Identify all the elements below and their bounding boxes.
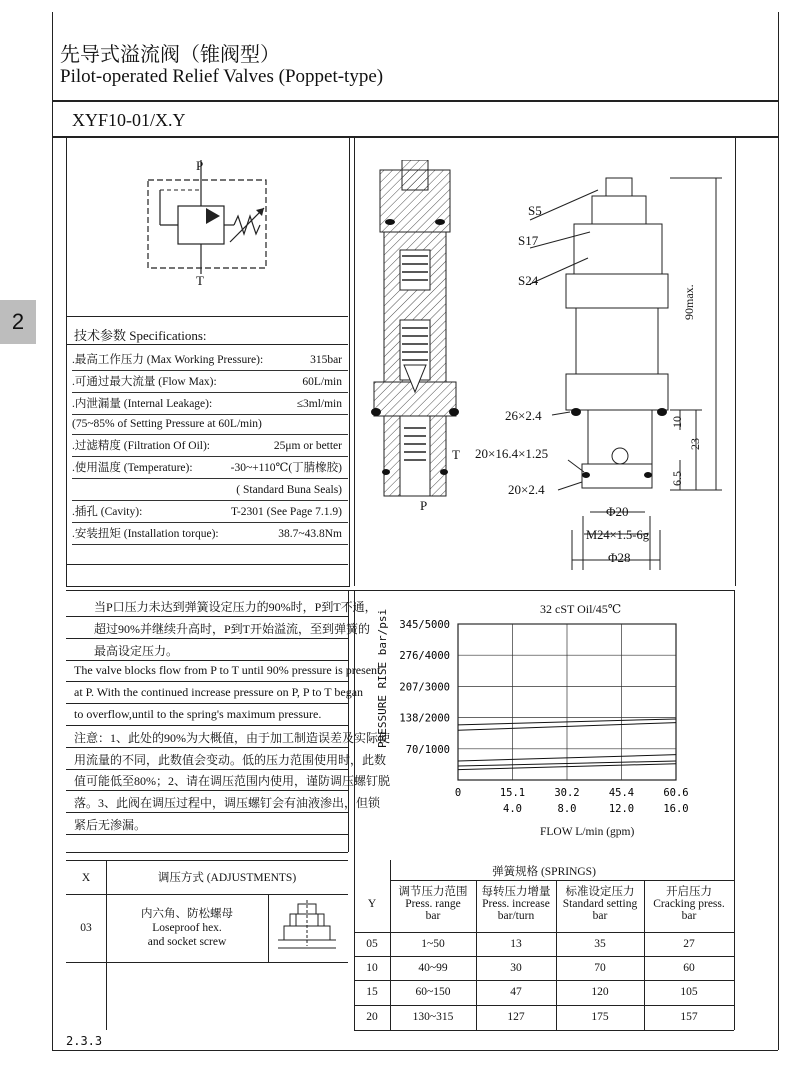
springs-header-cell: Cracking press. bbox=[653, 898, 725, 910]
spec-label: (75~85% of Setting Pressure at 60L/min) bbox=[72, 418, 262, 430]
note-line: 紧后无渗漏。 bbox=[74, 818, 147, 832]
dim-backup-ring: 20×16.4×1.25 bbox=[475, 446, 549, 461]
chart-y-tick-label: 207/3000 bbox=[399, 681, 450, 694]
dim-oring-26: 26×2.4 bbox=[505, 408, 542, 423]
springs-cell: 05 bbox=[366, 938, 378, 950]
springs-header-cell: Press. range bbox=[405, 898, 461, 910]
chart-x-tick-label-gpm: 8.0 bbox=[557, 803, 577, 815]
springs-header-cell: Press. increase bbox=[482, 898, 550, 910]
dim-s17: S17 bbox=[518, 233, 539, 248]
springs-header-cell: Standard setting bbox=[562, 898, 638, 910]
springs-cell: 60~150 bbox=[415, 986, 451, 998]
dim-90max: 90max. bbox=[682, 284, 696, 320]
chart-y-tick-label: 276/4000 bbox=[399, 650, 450, 663]
chart-ylabel: PRESSURE RISE bar/psi bbox=[376, 608, 389, 748]
springs-cell: 35 bbox=[594, 938, 606, 950]
note-line: 用流量的不同，此数值会变动。低的压力范围使用时，此数 bbox=[74, 752, 387, 767]
springs-cell: 157 bbox=[680, 1011, 698, 1023]
springs-header-y: Y bbox=[367, 898, 377, 910]
springs-cell: 105 bbox=[680, 986, 698, 998]
springs-cell: 13 bbox=[510, 938, 522, 950]
chart-x-tick-label-gpm: 4.0 bbox=[503, 803, 522, 815]
springs-header-cell: 每转压力增量 bbox=[481, 886, 551, 898]
symbol-port-t: T bbox=[196, 273, 204, 288]
springs-cell: 127 bbox=[507, 1011, 525, 1023]
spec-label: .使用温度 (Temperature): bbox=[72, 462, 193, 474]
springs-header-cell: 标准设定压力 bbox=[565, 886, 635, 898]
symbol-port-p: P bbox=[196, 158, 204, 173]
springs-header-cell: bar bbox=[681, 910, 697, 922]
dim-phi28: Φ28 bbox=[608, 550, 631, 565]
springs-cell: 20 bbox=[366, 1011, 378, 1023]
springs-cell: 130~315 bbox=[412, 1011, 454, 1023]
dim-23: 23 bbox=[688, 438, 702, 450]
page-tab: 2 bbox=[0, 300, 36, 344]
chart-title: 32 cST Oil/45℃ bbox=[540, 602, 622, 616]
dim-s24: S24 bbox=[518, 273, 539, 288]
spec-label: .插孔 (Cavity): bbox=[72, 506, 143, 518]
note-line: 最高设定压力。 bbox=[94, 643, 179, 658]
springs-cell: 175 bbox=[591, 1011, 609, 1023]
spec-value: 38.7~43.8Nm bbox=[278, 528, 342, 540]
dim-10: 10 bbox=[670, 416, 684, 428]
spec-value: -30~+110℃(丁腈橡胶) bbox=[230, 462, 342, 474]
dim-s5: S5 bbox=[528, 203, 542, 218]
chart-x-tick-label-gpm: 12.0 bbox=[608, 803, 635, 815]
springs-header-cell: bar bbox=[425, 910, 441, 922]
springs-title: 弹簧规格 (SPRINGS) bbox=[492, 866, 596, 878]
chart-xlabel: FLOW L/min (gpm) bbox=[540, 826, 635, 838]
adjust-code: 03 bbox=[80, 922, 92, 934]
title-english: Pilot-operated Relief Valves (Poppet-type) bbox=[60, 66, 384, 87]
spec-value: 60L/min bbox=[302, 376, 342, 388]
spec-label: .安装扭矩 (Installation torque): bbox=[72, 528, 219, 540]
dim-phi20: Φ20 bbox=[606, 504, 629, 519]
springs-cell: 27 bbox=[683, 938, 695, 950]
chart-y-tick-label: 138/2000 bbox=[399, 712, 450, 725]
springs-cell: 15 bbox=[366, 986, 378, 998]
chart-y-tick-label: 70/1000 bbox=[405, 743, 450, 756]
page-number: 2.3.3 bbox=[66, 1034, 103, 1048]
chart-x-tick-label: 0 bbox=[454, 787, 462, 799]
springs-cell: 40~99 bbox=[418, 962, 448, 974]
note-line: 值可能低至80%；2、请在调压范围内使用，谨防调压螺钉脱 bbox=[74, 774, 390, 789]
adjuster-icon bbox=[276, 900, 340, 956]
chart-x-tick-label: 60.6 bbox=[663, 787, 689, 799]
spec-label: .可通过最大流量 (Flow Max): bbox=[72, 376, 217, 388]
spec-label: .过滤精度 (Filtration Of Oil): bbox=[72, 440, 210, 452]
spec-value: 315bar bbox=[310, 354, 342, 366]
section-port-p: P bbox=[420, 498, 428, 513]
section-port-t: T bbox=[452, 447, 460, 462]
springs-cell: 30 bbox=[510, 962, 522, 974]
note-line: 落。3、此阀在调压过程中，调压螺钉会有油液渗出，但锁 bbox=[74, 796, 381, 811]
note-line: 超过90%并继续升高时，P到T开始溢流，至到弹簧的 bbox=[94, 621, 371, 636]
note-line: 当P口压力未达到弹簧设定压力的90%时，P到T不通， bbox=[94, 600, 377, 614]
model-number: XYF10-01/X.Y bbox=[72, 110, 186, 130]
note-line: The valve blocks flow from P to T until 90% pressure is present bbox=[74, 663, 381, 678]
springs-header-cell: 调节压力范围 bbox=[398, 886, 468, 898]
springs-header-cell: bar/turn bbox=[497, 910, 535, 922]
springs-header-cell: 开启压力 bbox=[666, 886, 712, 898]
adjust-desc-en1: Loseproof hex. bbox=[152, 922, 222, 934]
spec-label: .内泄漏量 (Internal Leakage): bbox=[72, 398, 213, 410]
note-line: 注意：1、此处的90%为大概值，由于加工制造误差及实际使 bbox=[74, 730, 390, 745]
specs-heading: 技术参数 Specifications: bbox=[74, 328, 207, 343]
springs-cell: 10 bbox=[366, 962, 378, 974]
adjust-desc-en2: and socket screw bbox=[147, 936, 227, 948]
note-line: to overflow,until to the spring's maximum pressure. bbox=[74, 707, 322, 721]
springs-cell: 47 bbox=[510, 986, 522, 998]
springs-cell: 60 bbox=[683, 962, 695, 974]
chart-x-tick-label: 45.4 bbox=[608, 787, 635, 799]
chart-x-tick-label-gpm: 16.0 bbox=[663, 803, 689, 815]
dim-6-5: 6.5 bbox=[670, 471, 684, 486]
springs-cell: 120 bbox=[591, 986, 609, 998]
adjust-desc-cn: 内六角、防松螺母 bbox=[141, 908, 233, 920]
springs-cell: 1~50 bbox=[421, 938, 445, 950]
spec-value: ( Standard Buna Seals) bbox=[236, 484, 342, 496]
chart-x-tick-label: 15.1 bbox=[499, 787, 526, 799]
springs-header-cell: bar bbox=[592, 910, 608, 922]
adjust-header-x: X bbox=[81, 872, 91, 884]
spec-label: .最高工作压力 (Max Working Pressure): bbox=[72, 354, 264, 366]
spec-value: ≤3ml/min bbox=[296, 398, 342, 410]
springs-cell: 70 bbox=[594, 962, 606, 974]
note-line: at P. With the continued increase pressure on P, P to T began bbox=[74, 685, 364, 700]
dim-oring-20: 20×2.4 bbox=[508, 482, 545, 497]
chart-x-tick-label: 30.2 bbox=[554, 787, 580, 799]
spec-value: 25μm or better bbox=[273, 440, 342, 452]
spec-value: T-2301 (See Page 7.1.9) bbox=[230, 506, 342, 518]
adjust-header-method: 调压方式 (ADJUSTMENTS) bbox=[157, 872, 297, 884]
dim-thread: M24×1.5-6g bbox=[586, 528, 649, 542]
title-chinese: 先导式溢流阀（锥阀型） bbox=[60, 44, 280, 66]
chart-y-tick-label: 345/5000 bbox=[399, 619, 450, 631]
